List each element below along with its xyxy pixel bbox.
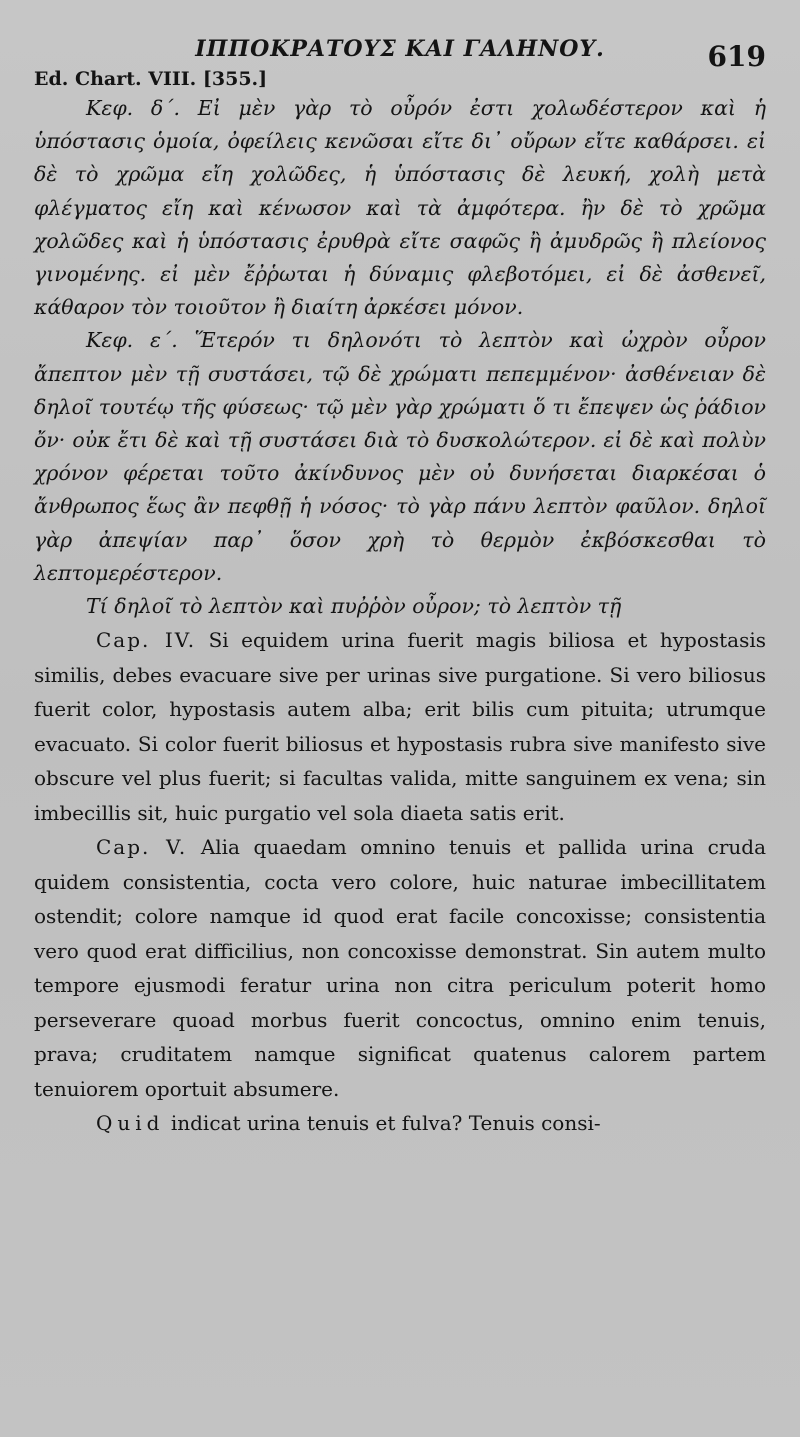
greek-paragraph-chapter-4: Κεφ. δ΄. Εἰ μὲν γὰρ τὸ οὖρόν ἐστι χολωδέστερον καὶ ἡ ὑπόστασις ὁμοία, ὀφείλεις κενῶσαι εἴτε δι᾽ οὔρων εἴτε καθάρσει. εἰ δὲ τὸ χρῶμα εἴη χολῶδες, ἡ ὑπόστασις δὲ λευκή, χολὴ μετὰ φλέγματος εἴη καὶ κένωσον καὶ τὰ ἀμφότερα. ἢν δὲ τὸ χρῶμα χολῶδες καὶ ἡ ὑπόστασις ἐρυθρὰ εἴτε σαφῶς ἢ ἀμυδρῶς ἢ πλείονος γινομένης. εἰ μὲν ἔῤῥωται ἡ δύναμις φλεβοτόμει, εἰ δὲ ἀσθενεῖ, κάθαρον τὸν τοιοῦτον ἢ διαίτη ἀρκέσει μόνον. [34, 96, 766, 320]
latin-paragraph-chapter-5 [34, 830, 766, 1106]
page-number: 619 [707, 40, 766, 73]
greek-paragraph-question: Τί δηλοῖ τὸ λεπτὸν καὶ πυῤῥὸν οὖρον; τὸ λεπτὸν τῇ [86, 594, 622, 619]
question-lead-word: Quid [96, 1111, 165, 1136]
latin-text [34, 623, 766, 1141]
running-title: ΙΠΠΟΚΡΑΤΟΥΣ ΚΑΙ ΓΑΛΗΝΟΥ. [195, 36, 605, 62]
latin-paragraph-chapter-4 [34, 623, 766, 830]
edition-reference: Ed. Chart. VIII. [355.] [34, 68, 268, 90]
latin-paragraph-body: Alia quaedam omnino tenuis et pallida urina cruda quidem consistentia, cocta vero colore, huic naturae imbecillitatem ostendit; colore namque id quod erat facile concoxisse; consistentia vero quod erat difficilius, non concoxisse demonstrat. Sin autem multo tempore ejusmodi feratur urina non citra periculum poterit homo perseverare quoad morbus fuerit concoctus, omnino enim tenuis, prava; cruditatem namque significat quatenus calorem partem tenuiorem oportuit absumere. [34, 835, 766, 1101]
chapter-label: Cap. V. [96, 835, 188, 860]
latin-paragraph-question [34, 1106, 766, 1141]
page-header [34, 30, 766, 73]
greek-paragraph-chapter-5: Κεφ. ε΄. Ἕτερόν τι δηλονότι τὸ λεπτὸν καὶ ὠχρὸν οὖρον ἄπεπτον μὲν τῇ συστάσει, τῷ δὲ χρώματι πεπεμμένον· ἀσθένειαν δὲ δηλοῖ τουτέῳ τῆς φύσεως· τῷ μὲν γὰρ χρώματι ὅ τι ἔπεψεν ὡς ῥάδιον ὄν· οὐκ ἔτι δὲ καὶ τῇ συστάσει διὰ τὸ δυσκολώτερον. εἰ δὲ καὶ πολὺν χρόνον φέρεται τοῦτο ἀκίνδυνος μὲν οὐ δυνήσεται διαρκέσαι ὁ ἄνθρωπος ἕως ἂν πεφθῇ ἡ νόσος· τὸ γὰρ πάνυ λεπτὸν φαῦλον. δηλοῖ γὰρ ἀπεψίαν παρ᾽ ὅσον χρὴ τὸ θερμὸν ἐκβόσκεσθαι τὸ λεπτομερέστερον. [34, 328, 766, 585]
chapter-label: Cap. IV. [96, 628, 197, 653]
latin-paragraph-body: Si equidem urina fuerit magis biliosa et hypostasis similis, debes evacuare sive per urinas sive purgatione. Si vero biliosus fuerit color, hypostasis autem alba; erit bilis cum pituita; utrumque evacuato. Si color fuerit biliosus et hypostasis rubra sive manifesto sive obscure vel plus fuerit; si facultas valida, mitte sanguinem ex vena; sin imbecillis sit, huic purgatio vel sola diaeta satis erit. [34, 628, 767, 825]
greek-text [34, 92, 766, 623]
latin-paragraph-body: indicat urina tenuis et fulva? Tenuis consi- [170, 1111, 601, 1136]
